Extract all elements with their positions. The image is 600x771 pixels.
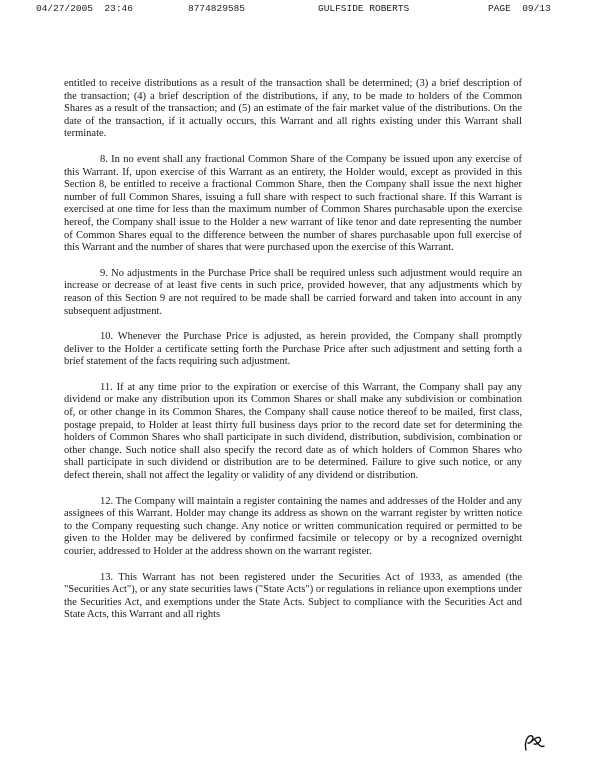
paragraph-section-12: 12. The Company will maintain a register containing the names and addresses of the Holder and any assignees of this Warrant. Holder may change its address as shown on the warrant register by written notice to the Company requesting such change. Any notice or written communication required or permitted to be given to the Holder may be delivered by confirmed facsimile or telecopy or by a recognized overnight courier, addressed to Holder at the address shown on the warrant register. <box>64 495 522 557</box>
paragraph-section-8: 8. In no event shall any fractional Common Share of the Company be issued upon any exercise of this Warrant. If, upon exercise of this Warrant as an entirety, the Holder would, except as provided in this Section 8, be entitled to receive a fractional Common Share, then the Company shall issue the next higher number of full Common Shares, issuing a full share with respect to such fractional share. If this Warrant is exercised at one time for less than the maximum number of Common Shares purchasable upon the exercise hereof, the Company shall issue to the Holder a new warrant of like tenor and date representing the number of Common Shares equal to the difference between the number of shares purchasable upon full exercise of this Warrant and the number of shares that were purchased upon the exercise of this Warrant. <box>64 153 522 254</box>
initials-signature <box>520 730 546 754</box>
paragraph-section-13: 13. This Warrant has not been registered under the Securities Act of 1933, as amended (the "Securities Act"), or any state securities laws ("State Acts") or regulations in reliance upon exemptions under the Securities Act, and exemptions under the State Acts. Subject to compliance with the Securities Act and State Acts, this Warrant and all rights <box>64 571 522 621</box>
paragraph-section-9: 9. No adjustments in the Purchase Price shall be required unless such adjustment would require an increase or decrease of at least five cents in such price, provided however, that any adjustments which by reason of this Section 9 are not required to be made shall be carried forward and taken into account in any subsequent adjustment. <box>64 267 522 317</box>
fax-sender: GULFSIDE ROBERTS <box>318 3 410 14</box>
paragraph-section-11: 11. If at any time prior to the expiration or exercise of this Warrant, the Company shall pay any dividend or make any distribution upon its Common Shares or shall make any subdivision or combination of, or other change in its Common Shares, the Company shall cause notice thereof to be mailed, first class, postage prepaid, to Holder at least thirty full business days prior to the record date set for determining the holders of Common Shares who shall participate in such dividend, distribution, subdivision, combination or other change. Such notice shall also specify the record date as of which holders of Common Shares who shall participate in such dividend or distribution are to be determined. Failure to give such notice, or any defect therein, shall not affect the legality or validity of any dividend or distribution. <box>64 381 522 482</box>
fax-header <box>0 3 600 17</box>
fax-page-number: PAGE 09/13 <box>488 3 551 14</box>
paragraph-continuation: entitled to receive distributions as a result of the transaction shall be determined; (3) a brief description of the transaction; (4) a brief description of the distributions, if any, to be made to holders of the Common Shares as a result of the transaction; and (5) an estimate of the fair market value of the distributions. On the date of the transaction, if it actually occurs, this Warrant and all rights existing under this Warrant shall terminate. <box>64 78 522 140</box>
fax-phone-number: 8774829585 <box>188 3 246 14</box>
document-body <box>64 78 522 635</box>
paragraph-section-10: 10. Whenever the Purchase Price is adjusted, as herein provided, the Company shall promptly deliver to the Holder a certificate setting forth the Purchase Price after such adjustment and setting forth a brief statement of the facts requiring such adjustment. <box>64 331 522 368</box>
fax-date-time: 04/27/2005 23:46 <box>36 3 133 14</box>
